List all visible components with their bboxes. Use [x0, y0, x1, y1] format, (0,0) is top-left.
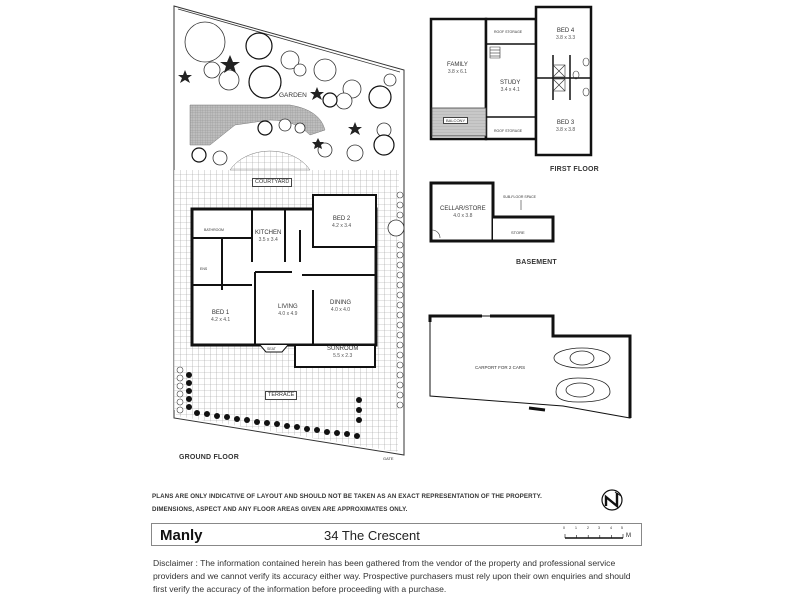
room-bed-2: BED 2 4.2 x 3.4 [332, 216, 352, 229]
north-arrow-icon [602, 490, 622, 510]
suburb-name: Manly [160, 527, 203, 544]
ground-floor-title: GROUND FLOOR [179, 454, 239, 461]
roof-storage-top: ROOF STORAGE [494, 30, 523, 34]
room-dining: DINING 4.0 x 4.0 [330, 300, 351, 313]
room-kitchen: KITCHEN 3.5 x 3.4 [255, 230, 282, 243]
scale-bar-icon [563, 528, 633, 542]
room-store: STORE [511, 230, 525, 235]
room-bed-1: BED 1 4.2 x 4.1 [211, 310, 231, 323]
garden-label: GARDEN [279, 92, 307, 99]
scale-unit: M [626, 533, 631, 539]
bay-seat: SEAT [267, 347, 276, 351]
basement-title: BASEMENT [516, 259, 557, 266]
room-bed-4: BED 4 3.8 x 3.3 [556, 28, 576, 41]
roof-storage-bottom: ROOF STORAGE [494, 129, 523, 133]
sub-floor-space: SUB-FLOOR SPACE [503, 195, 536, 199]
room-family: FAMILY 3.8 x 6.1 [447, 62, 468, 75]
room-cellar-store: CELLAR/STORE 4.0 x 3.8 [440, 206, 486, 219]
carport-plan [430, 316, 630, 418]
room-bed-3: BED 3 3.8 x 3.8 [556, 120, 576, 133]
room-ensuite: ENS [200, 267, 208, 271]
gate-label: GATE [383, 456, 394, 461]
courtyard-label: COURTYARD [252, 178, 292, 187]
terrace-label: TERRACE [265, 391, 297, 400]
disclaimer-text: Disclaimer : The information contained herein has been gathered from the vendor of the property and professional service providers and we cannot verify its accuracy either way. Prospective purchasers must rely upon their own enquiries and should first verify the accuracy of the information before proceeding with a purchase. [153, 558, 631, 594]
plan-notice-line-2: DIMENSIONS, ASPECT AND ANY FLOOR AREAS GIVEN ARE APPROXIMATES ONLY. [152, 506, 408, 513]
room-bathroom: BATHROOM [204, 228, 224, 232]
property-address: 34 The Crescent [324, 528, 420, 543]
first-floor-title: FIRST FLOOR [550, 166, 599, 173]
balcony-label: BALCONY [443, 117, 468, 124]
room-living: LIVING 4.0 x 4.9 [278, 304, 298, 317]
room-study: STUDY 3.4 x 4.1 [500, 80, 521, 93]
room-sunroom: SUNROOM 5.5 x 2.3 [327, 346, 359, 359]
property-title-bar [151, 523, 642, 546]
plan-notice-line-1: PLANS ARE ONLY INDICATIVE OF LAYOUT AND SHOULD NOT BE TAKEN AS AN EXACT REPRESENTATION OF THE PROPERTY. [152, 493, 542, 500]
scale-bar: 0 1 2 3 4 5 M [563, 528, 633, 542]
carport-label: CARPORT FOR 2 CARS [475, 365, 526, 370]
